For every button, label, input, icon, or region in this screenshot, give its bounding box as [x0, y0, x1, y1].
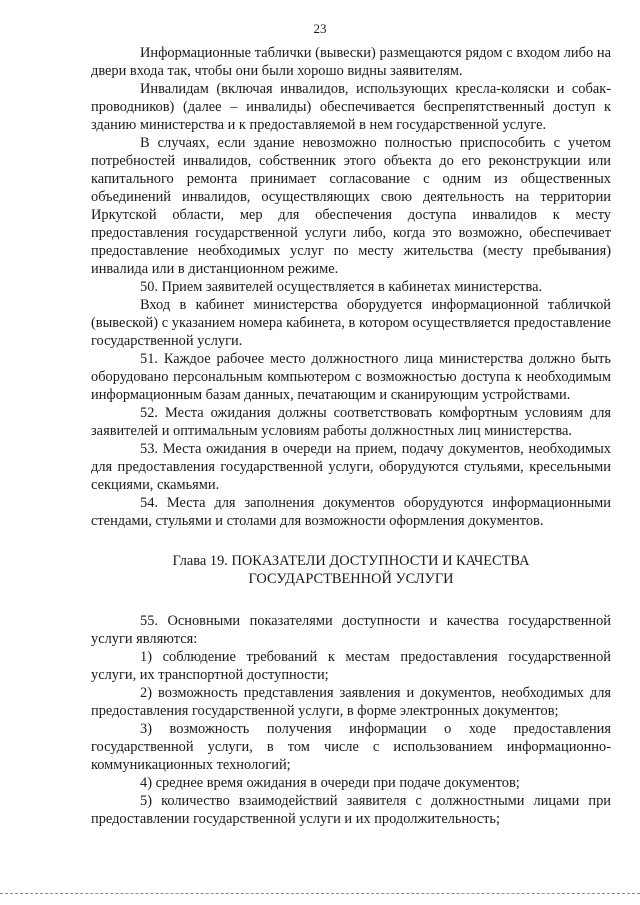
paragraph-53: 53. Места ожидания в очереди на прием, подачу документов, необходимых для предоставления государственной услуги, оборудуются стульями, кресельными секциями, скамьями.	[91, 441, 611, 493]
paragraph-50: 50. Прием заявителей осуществляется в кабинетах министерства.	[140, 279, 543, 295]
list-item-2: 2) возможность представления заявления и документов, необходимых для предоставления государственной услуги, в форме электронных документов;	[91, 685, 611, 719]
chapter-title-line-2: ГОСУДАРСТВЕННОЙ УСЛУГИ	[248, 571, 454, 587]
footer-scan-line	[0, 893, 640, 894]
chapter-title-line-1: Глава 19. ПОКАЗАТЕЛИ ДОСТУПНОСТИ И КАЧЕСТВА	[172, 553, 530, 569]
document-body	[91, 44, 611, 828]
list-item-5: 5) количество взаимодействий заявителя с должностными лицами при предоставлении государственной услуги и их продолжительность;	[91, 793, 611, 827]
list-item-3: 3) возможность получения информации о ходе предоставления государственной услуги, в том числе с использованием информационно-коммуникационных технологий;	[91, 721, 611, 773]
paragraph-signage: Информационные таблички (вывески) размещаются рядом с входом либо на двери входа так, чтобы они были хорошо видны заявителям.	[91, 45, 611, 79]
paragraph-disabled-access: Инвалидам (включая инвалидов, использующих кресла-коляски и собак-проводников) (далее – инвалиды) обеспечивается беспрепятственный доступ к зданию министерства и к предоставляемой в нем государственной услуге.	[91, 81, 611, 133]
paragraph-office-entrance: Вход в кабинет министерства оборудуется информационной табличкой (вывеской) с указанием номера кабинета, в котором осуществляется предоставление государственной услуги.	[91, 297, 611, 349]
page-number: 23	[313, 21, 327, 36]
paragraph-54: 54. Места для заполнения документов оборудуются информационными стендами, стульями и столами для возможности оформления документов.	[91, 495, 611, 529]
list-item-1: 1) соблюдение требований к местам предоставления государственной услуги, их транспортной доступности;	[91, 649, 611, 683]
paragraph-building-adaptation: В случаях, если здание невозможно полностью приспособить с учетом потребностей инвалидов, собственник этого объекта до его реконструкции или капитального ремонта принимает согласование с одним из общественных объединений инвалидов, осуществляющих свою деятельность на территории Иркутской области, мер для обеспечения доступа инвалидов к месту предоставления государственной услуги либо, когда это возможно, обеспечивает предоставление необходимых услуг по месту жительства (месту пребывания) инвалида или в дистанционном режиме.	[91, 135, 611, 277]
paragraph-51: 51. Каждое рабочее место должностного лица министерства должно быть оборудовано персональным компьютером с возможностью доступа к необходимым информационным базам данных, печатающим и сканирующим устройствами.	[91, 351, 611, 403]
paragraph-52: 52. Места ожидания должны соответствовать комфортным условиям для заявителей и оптимальным условиям работы должностных лиц министерства.	[91, 405, 611, 439]
chapter-title	[91, 552, 611, 588]
paragraph-55: 55. Основными показателями доступности и качества государственной услуги являются:	[91, 613, 611, 647]
list-item-4: 4) среднее время ожидания в очереди при подаче документов;	[140, 775, 520, 791]
